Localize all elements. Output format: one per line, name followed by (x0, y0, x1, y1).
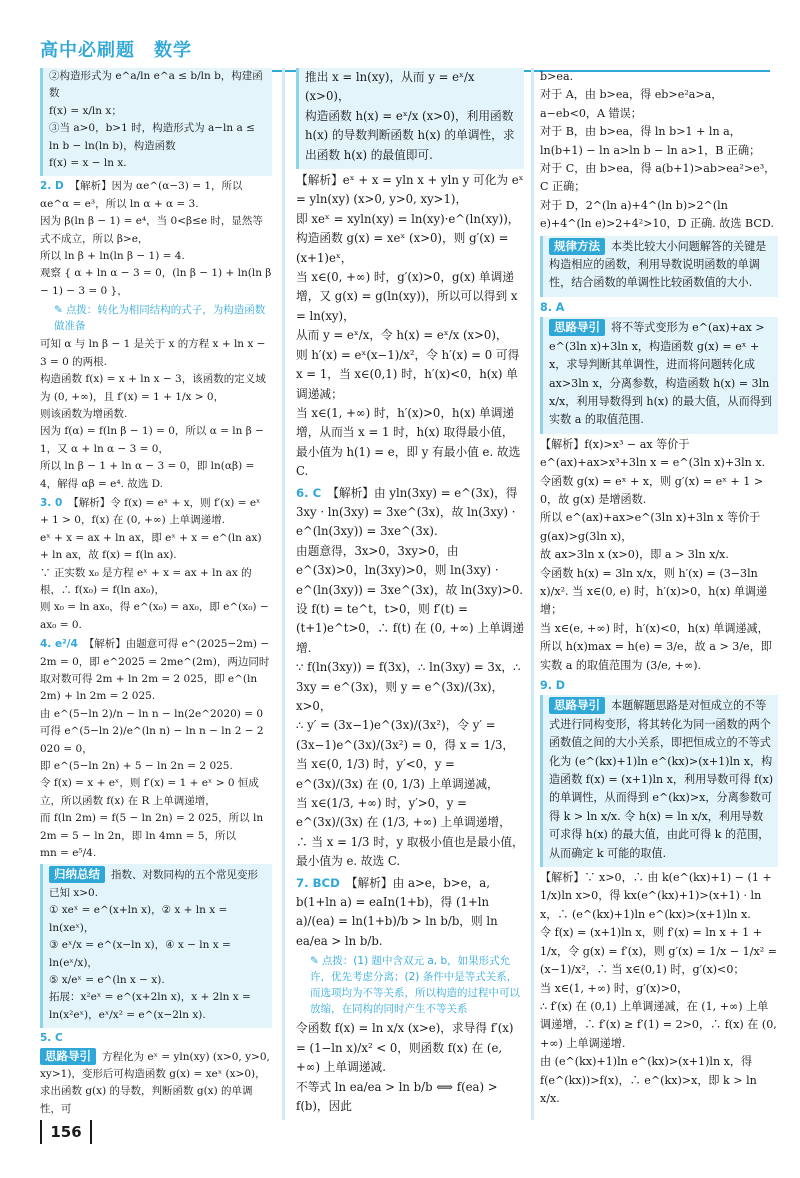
text-line: 由 e^(5−ln 2)/n − ln n − ln(2e^2020) = 0 可得 e^(5−ln 2)/e^(ln n) − ln n − ln 2 − 2 020 = 0， (40, 707, 264, 755)
question-number: 8. A (540, 300, 565, 314)
text-line: 【解析】由 yln(3xy) = e^(3x)，得 3xy · ln(3xy) = 3xe^(3x)，故 ln(3xy) · e^(ln(3xy)) = 3xe^(3x). (296, 485, 518, 539)
hint-note: ✎ 点拨：转化为相同结构的式子，为构造函数做准备 (54, 304, 266, 333)
text-line: 构造函数 g(x) = xeˣ (x>0)，则 g′(x) = (x+1)eˣ， (296, 231, 509, 265)
text-line: 本类比较大小问题解答的关键是构造相应的函数，利用导数说明函数的单调性，结合函数的单调性比较函数值的大小. (549, 239, 767, 290)
method-box (540, 236, 778, 297)
text-line: ∴ f′(x) 在 (0,1) 上单调递减，在 (1, +∞) 上单调递增，∴ f′(x) ≥ f′(1) = 2>0，∴ f(x) 在 (0, +∞) 上单调递增. (540, 999, 777, 1050)
question-9 (540, 677, 778, 1108)
text-line: 【解析】由题意可得 e^(2025−2m) − 2m = 0，即 e^2025 = 2me^(2m)，两边同时取对数可得 2m + ln 2m = 2 025，即 e^(ln 2m) + ln 2m = 2 025. (40, 638, 270, 703)
text-line: 则该函数为增函数. (40, 407, 128, 420)
text-line: 当 x∈(0, 1/3) 时，y′<0，y = e^(3x)/(3x) 在 (0, 1/3) 上单调递减， (296, 757, 499, 791)
summary-tag: 归纳总结 (49, 866, 105, 883)
text-line: 对于 B，由 b>ea，得 ln b>1 + ln a，ln(b+1) − ln a>ln b − ln a>1，B 正确； (540, 125, 761, 157)
column-2 (296, 68, 524, 1120)
continued-guide-box (296, 68, 524, 169)
text-line: 观察 { α + ln α − 3 = 0，(ln β − 1) + ln(ln β − 1) − 3 = 0 }， (40, 267, 272, 297)
text-line: ③当 a>0，b>1 时，构造形式为 a−ln a ≤ ln b − ln(ln b)，构造函数 (49, 122, 255, 152)
thinking-guide-tag: 思路导引 (549, 697, 605, 714)
text-line: 令函数 g(x) = eˣ + x，则 g′(x) = eˣ + 1 > 0，故 g(x) 是增函数. (540, 474, 764, 506)
text-line: 推出 x = ln(xy)，从而 y = eˣ/x (x>0)， (305, 70, 475, 104)
text-line: 则 h′(x) = eˣ(x−1)/x²，令 h′(x) = 0 可得 x = 1，当 x∈(0,1) 时，h′(x)<0，h(x) 单调递减； (296, 347, 520, 401)
text-line: 所以 ln β + ln(ln β − 1) = 4. (40, 250, 185, 263)
question-2 (40, 178, 272, 493)
column-divider (282, 68, 285, 1120)
question-number: 7. BCD (296, 875, 340, 890)
text-line: 可知 α 与 ln β − 1 是关于 x 的方程 x + ln x − 3 = 0 的两根. (40, 338, 266, 368)
summary-box (40, 864, 272, 1028)
thinking-guide-box (540, 695, 778, 867)
question-number: 9. D (540, 679, 566, 692)
question-number: 3. 0 (40, 496, 63, 509)
text-line: 则 x₀ = ln ax₀，得 e^(x₀) = ax₀，即 e^(x₀) − ax₀ = 0. (40, 601, 269, 631)
text-line: 从而 y = eˣ/x，令 h(x) = eˣ/x (x>0)， (296, 328, 508, 343)
question-7 (296, 874, 524, 1117)
text-line: 即 xeˣ = xyln(xy) = ln(xy)·e^(ln(xy))， (296, 211, 520, 226)
text-line: 由题意得，3x>0，3xy>0，由 e^(3x)>0，ln(3xy)>0，则 ln(3xy) · e^(ln(3xy)) = 3xe^(3x)，故 ln(3xy)>0. (296, 543, 523, 597)
question-number: 4. e²/4 (40, 638, 78, 651)
text-line: f(x) = x/ln x； (49, 104, 122, 117)
text-line: 因为 f(α) = f(ln β − 1) = 0，所以 α = ln β − 1，又 α + ln α − 3 = 0， (40, 425, 264, 455)
text-line: 对于 A，由 b>ea，得 eb>e²a>a，a−eb<0，A 错误； (540, 88, 723, 120)
text-line: b>ea. (540, 70, 574, 83)
question-3 (40, 495, 272, 634)
hint-icon: ✎ (54, 304, 63, 317)
text-line: 而 f(ln 2m) = f(5 − ln 2n) = 2 025，所以 ln 2m = 5 − ln 2n，即 ln 4mn = 5，所以 (40, 812, 264, 842)
text-line: 令 f(x) = x + eˣ，则 f′(x) = 1 + eˣ > 0 恒成立，所以函数 f(x) 在 R 上单调递增， (40, 777, 259, 807)
text-line: 构造函数 f(x) = x + ln x − 3，该函数的定义域为 (0, +∞)，且 f′(x) = 1 + 1/x > 0， (40, 373, 266, 403)
question-4 (40, 636, 272, 862)
text-line: 令 f(x) = (x+1)ln x，则 f′(x) = ln x + 1 + 1/x，令 g(x) = f′(x)，则 g′(x) = 1/x − 1/x² = (x−1)/x²，∴ 当 x∈(0,1) 时，g′(x)<0； (540, 926, 777, 977)
text-line: ∴ y′ = (3x−1)e^(3x)/(3x²)，令 y′ = (3x−1)e^(3x)/(3x²) = 0，得 x = 1/3， (296, 718, 515, 752)
text-line: 令函数 f(x) = ln x/x (x>e)，求导得 f′(x) = (1−ln x)/x² < 0，则函数 f(x) 在 (e, +∞) 上单调递减. (296, 1021, 514, 1075)
column-divider (531, 68, 534, 1120)
text-line: ③ eˣ/x = e^(x−ln x)，④ x − ln x = ln(eˣ/x)， (49, 939, 231, 969)
text-line: 【解析】令 f(x) = eˣ + x，则 f′(x) = eˣ + 1 > 0，f(x) 在 (0, +∞) 上单调递增. (40, 496, 261, 527)
question-5 (40, 1030, 272, 1118)
text-line: 将不等式变形为 e^(ax)+ax > e^(3ln x)+3ln x，构造函数 g(x) = eˣ + x，求导判断其单调性，进而将问题转化成 ax>3ln x，分离参数，构造函数 h(x) = 3ln x/x，利用导数得到 h(x) 的最大值，从而得到实数 a 的取值范围. (549, 321, 772, 427)
continued-note-box (40, 68, 272, 176)
text-line: ① xeˣ = e^(x+ln x)，② x + ln x = ln(xeˣ)， (49, 904, 228, 934)
page-header (40, 36, 770, 72)
text-line: 不等式 ln ea/ea > ln b/b ⟺ f(ea) > f(b)，因此 (296, 1079, 498, 1113)
summary-title: 指数、对数同构的五个常见变形 (111, 869, 258, 882)
text-line: 【解析】∵ x>0，∴ 由 k(e^(kx)+1) − (1 + 1/x)ln x>0，得 kx(e^(kx)+1)>(x+1) · ln x，∴ (e^(kx)+1)ln e^(kx)>(x+1)ln x. (540, 871, 772, 921)
text-line: ∴ 当 x = 1/3 时，y 取极小值也是最小值，最小值为 e. 故选 C. (296, 834, 524, 869)
text-line: 所以 e^(ax)+ax>e^(3ln x)+3ln x 等价于 g(ax)>g(3ln x)， (540, 511, 761, 543)
text-line: 【解析】因为 αe^(α−3) = 1，所以 αe^α = e³，所以 ln α + α = 3. (40, 180, 243, 210)
text-line: 当 x∈(1/3, +∞) 时，y′>0，y = e^(3x)/(3x) 在 (1/3, +∞) 上单调递增， (296, 796, 511, 830)
text-line: 故 ax>3ln x (x>0)，即 a > 3ln x/x. (540, 548, 729, 562)
text-line: 【解析】eˣ + x = yln x + yln y 可化为 eˣ = yln(xy) (x>0, y>0, xy>1)， (296, 173, 524, 207)
text-line: 【解析】f(x)>x³ − ax 等价于 e^(ax)+ax>x³+3ln x = e^(3ln x)+3ln x. (540, 437, 766, 470)
thinking-guide-tag: 思路导引 (549, 319, 605, 336)
text-line: 即 e^(5−ln 2n) + 5 − ln 2n = 2 025. (40, 760, 233, 773)
text-line: 构造函数 h(x) = eˣ/x (x>0)，利用函数 h(x) 的导数判断函数 h(x) 的单调性，求出函数 h(x) 的最值即可. (305, 108, 515, 162)
text-line: ②构造形式为 e^a/ln e^a ≤ b/ln b，构建函数 (49, 70, 263, 100)
text-line: 方程化为 eˣ = yln(xy) (x>0, y>0, xy>1)，变形后可构造函数 g(x) = xeˣ (x>0)，求出函数 g(x) 的导数，判断函数 g(x) 的单调性，可 (40, 1050, 270, 1115)
text-line: f(x) = x − ln x. (49, 157, 127, 170)
text-line: 令函数 h(x) = 3ln x/x，则 h′(x) = (3−3ln x)/x². 当 x∈(0, e) 时，h′(x)>0，h(x) 单调递增； (540, 566, 768, 617)
text-line: eˣ + x = ax + ln ax，即 eˣ + x = e^(ln ax) + ln ax，故 f(x) = f(ln ax). (40, 531, 262, 562)
hint-icon: ✎ (310, 955, 319, 968)
text-line: 当 x∈(1, +∞) 时，h′(x)>0，h(x) 单调递增，从而当 x = 1 时，h(x) 取得最小值，最小值为 h(1) = e，即 y 有最小值 e. 故选 C. (296, 405, 521, 479)
text-line: 已知 x>0. (49, 886, 99, 899)
question-8 (540, 299, 778, 675)
column-3 (540, 68, 778, 1120)
text-line: 当 x∈(0, +∞) 时，g′(x)>0，g(x) 单调递增，又 g(x) = g(ln(xy))，所以可以得到 x = ln(xy)， (296, 270, 518, 323)
question-number: 6. C (296, 485, 322, 500)
text-line: 由 (e^(kx)+1)ln e^(kx)>(x+1)ln x，得 f(e^(kx))>f(x)，∴ e^(kx)>x，即 k > ln x/x. (540, 1055, 757, 1105)
hint-note: ✎ 点拨：(1) 题中含双元 a, b，如果形式允许，优先考虑分离；(2) 条件中是等式关系，而选项均为不等关系，所以构造的过程中可以放缩，在同构的同时产生不等关系 (310, 955, 520, 1016)
page-number: 156 (40, 1120, 92, 1144)
text-line: 当 x∈(e, +∞) 时，h′(x)<0，h(x) 单调递减，所以 h(x)max = h(e) = 3/e，故 a > 3/e，即实数 a 的取值范围为 (3/e, +∞). (540, 621, 772, 672)
text-line: 对于 C，由 b>ea，得 a(b+1)>ab>ea²>e³，C 正确； (540, 162, 776, 194)
thinking-guide-tag: 思路导引 (40, 1048, 96, 1065)
question-number: 5. C (40, 1032, 63, 1045)
text-line: ∵ f(ln(3xy)) = f(3x)，∴ ln(3xy) = 3x，∴ 3xy = e^(3x)，则 y = e^(3x)/(3x)，x>0， (296, 660, 521, 713)
text-line: 因为 β(ln β − 1) = e⁴，当 0<β≤e 时，显然等式不成立，所以 β>e， (40, 215, 263, 245)
question-7-continued (540, 68, 778, 234)
page-title: 高中必刷题 数学 (40, 40, 192, 61)
text-line: 对于 D，2^(ln a)+4^(ln b)>2^(ln e)+4^(ln e)>2+4²>10，D 正确. 故选 BCD. (540, 198, 774, 231)
text-line: ∵ 正实数 x₀ 是方程 eˣ + x = ax + ln ax 的根，∴ f(x₀) = f(ln ax₀)， (40, 566, 252, 596)
question-6 (296, 484, 524, 872)
text-line: 拓展：x²eˣ = e^(x+2ln x)，x + 2ln x = ln(x²eˣ)，eˣ/x² = e^(x−2ln x). (49, 991, 251, 1021)
text-line: ⑤ x/eˣ = e^(ln x − x). (49, 973, 165, 986)
text-line: mn = e⁵/4. (40, 847, 97, 860)
thinking-guide-box (540, 317, 778, 433)
text-line: 设 f(t) = te^t，t>0，则 f′(t) = (t+1)e^t>0，∴ f(t) 在 (0, +∞) 上单调递增. (296, 601, 524, 655)
question-5-solution (296, 171, 524, 482)
method-tag: 规律方法 (549, 238, 605, 255)
text-line: 所以 ln β − 1 + ln α − 3 = 0，即 ln(αβ) = 4，解得 αβ = e⁴. 故选 D. (40, 460, 255, 490)
text-line: 当 x∈(1, +∞) 时，g′(x)>0， (540, 981, 689, 995)
question-number: 2. D (40, 180, 64, 193)
text-line: 本题解题思路是对恒成立的不等式进行同构变形，将其转化为同一函数的两个函数值之间的大小关系，即把恒成立的不等式化为 (e^(kx)+1)ln e^(kx)>(x+1)ln x，构造函数 f(x) = (x+1)ln x，利用导数可得 f(x) 的单调性，从而得到 e^(kx)>x，分离参数可得 k > ln x/x. 令 h(x) = ln x/x，利用导数可求得 h(x) 的最大值，由此可得 k 的范围，从而确定 k 可能的取值. (549, 699, 774, 860)
text-line: 【解析】由 a>e，b>e，a, b(1+ln a) = eaIn(1+b)，得 (1+ln a)/(ea) = ln(1+b)/b > ln b/b，则 ln ea/ea > ln b/b. (296, 875, 498, 948)
column-1 (40, 68, 272, 1120)
